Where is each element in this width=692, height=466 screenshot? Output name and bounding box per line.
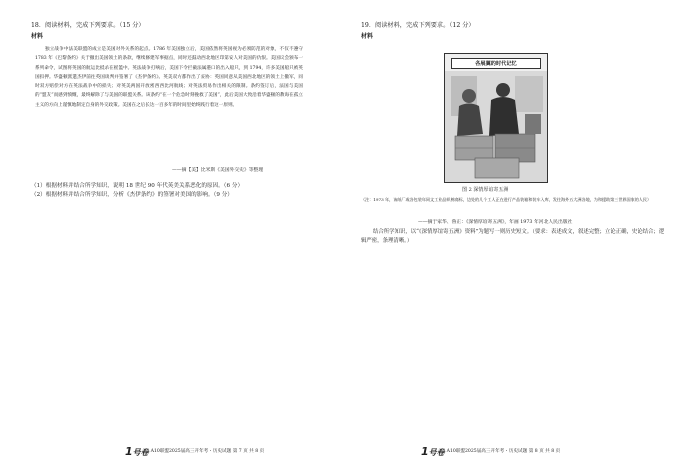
material-passage: 独立战争中法美联盟的成立是美国对外关系的起点。1786 年美国独立后，美国依然将英国视为必须防范的对象，不仅不遵守 1783 年《巴黎条约》关于撤出美国领土的条款，继续修建军事据点，同时还鼓动西北地区印第安人对美国的仇恨。美国议会颁布一系列命令，试图将英国的航运比抵杀在摇篮中。英法战争打响后，美国下令拦截法属港口的出入船只，到 1794，许多美国船只被英国扣押。华盛顿派遣杰伊前往英国谈判并签署了《杰伊条约》。英美双方都作出了妥协：英国同意从美国西北地区的领土上撤军，同时双方赔偿对方在英法战争中的损失；对英美两国开放密西西比河航线；对英法贸易作出相关的限制。条约签订后，法国与美国的“盟友”而感到愤慨，最终解除了与美国的联盟关系。该条约“在一个危急时刻挽救了美国”，此后美国大致沿着华盛顿的教诲在孤立主义的方向上谨慎地制定自身的外交政策。美国在之后长达一百多年的时间里始终践行着这一原则。 [35, 47, 303, 108]
right-page [346, 0, 692, 466]
exam-logo-icon: 1 号卷 [421, 445, 445, 458]
writing-task: 结合所学知识，以“《深情厚谊寄五洲》资料”为题写一则历史短文。（要求：表述成文，叙述完整；立论正确，史论结合；逻辑严密，条理清晰。） [361, 229, 665, 244]
material-label: 材料 [31, 33, 44, 40]
figure-note: （注：1973 年，该纸厂或各包装年同文工业品织棉商标，边处的几个工人正在进行产品装箱和装车入库，发往海外五大洲各地，为和援助第三世界国家的人民） [361, 197, 652, 202]
page-footer [421, 446, 560, 458]
passage-source: ——摘【美】比米斯《美国外交史》等整理 [172, 168, 264, 173]
figure-source: ——摘于家华、鲁正：《深情厚谊寄五洲》，年画 1973 年河北人民出版社 [418, 220, 573, 225]
footer-text: A10联盟2025届高三开年考・历史试题 第 7 页 共 8 页 [150, 449, 265, 454]
poster-image [444, 53, 548, 183]
question-19-title: 19．阅读材料，完成下列要求。（12 分） [361, 22, 475, 29]
sub-question-1: （1）根据材料并结合所学知识，说明 18 世纪 90 年代英美关系恶化的原因。（6 分） [31, 183, 244, 189]
material-label: 材料 [361, 33, 374, 40]
question-18-title: 18．阅读材料，完成下列要求。（15 分） [31, 22, 145, 29]
sub-question-2: （2）根据材料并结合所学知识，分析《杰伊条约》的签署对美国的影响。（9 分） [31, 192, 233, 198]
exam-logo-icon: 1 号卷 [125, 445, 149, 458]
poster-title: 各展翼的时代记忆 [451, 58, 541, 69]
footer-text: A10联盟2025届高三开年考・历史试题 第 8 页 共 8 页 [446, 449, 561, 454]
poster-illustration-icon [445, 54, 547, 182]
figure-caption: 图 2 深情厚谊寄五洲 [462, 187, 509, 193]
page-footer [125, 446, 264, 458]
